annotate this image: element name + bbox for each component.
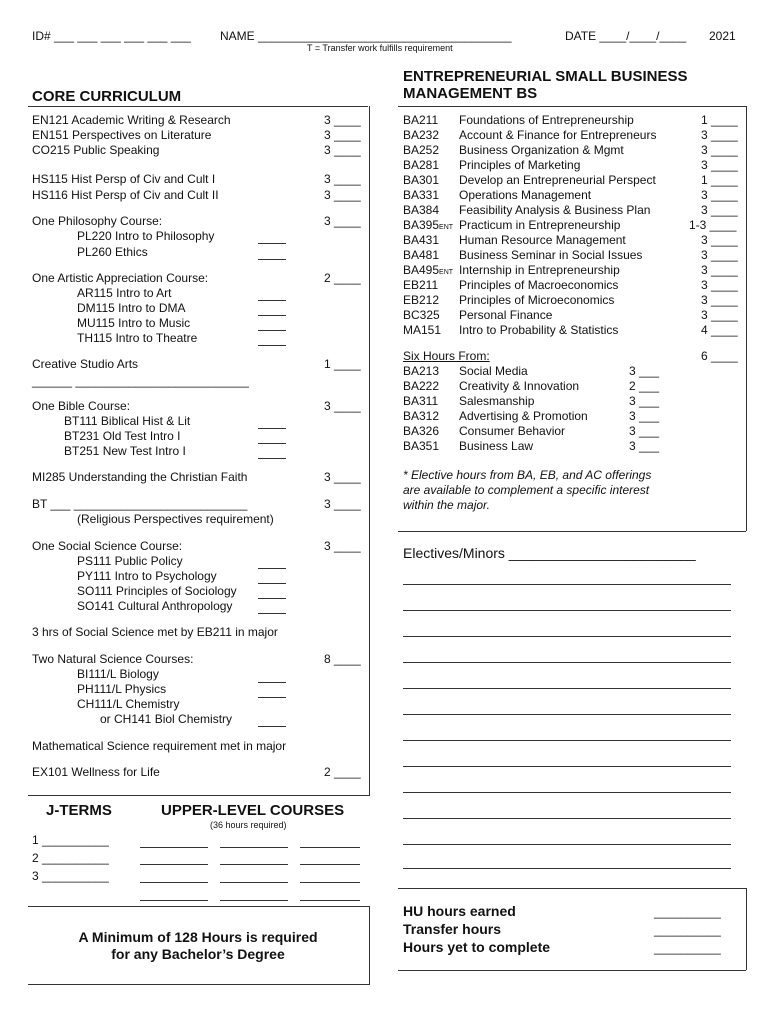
totals-bottom-rule xyxy=(398,970,746,971)
major-code-text: BA395 xyxy=(403,218,440,232)
major-hours[interactable]: 3 ____ xyxy=(701,278,738,292)
option-ph111: PH111/L Physics xyxy=(77,682,167,696)
check-bt231[interactable] xyxy=(258,443,286,444)
creative-label: Creative Studio Arts xyxy=(32,357,139,371)
major-hours[interactable]: 3 ____ xyxy=(701,293,738,307)
major-hours[interactable]: 3 ____ xyxy=(701,203,738,217)
totals-right-border xyxy=(746,888,747,970)
upper-blank-4-2[interactable] xyxy=(220,900,288,901)
major-code: BA301 xyxy=(403,173,440,187)
major-title-rule xyxy=(398,106,746,107)
major-name: Develop an Entrepreneurial Perspect xyxy=(459,173,656,187)
hours-hs116[interactable]: 3 ____ xyxy=(324,188,361,202)
electives-line-11[interactable] xyxy=(403,844,731,845)
elective-code: BA311 xyxy=(403,394,439,408)
course-hs115: HS115 Hist Persp of Civ and Cult I xyxy=(32,172,216,186)
major-code: EB212 xyxy=(403,293,440,307)
check-pl260[interactable] xyxy=(258,259,286,260)
major-name: Principles of Microeconomics xyxy=(459,293,615,307)
bible-heading: One Bible Course: xyxy=(32,399,131,413)
major-hours[interactable]: 3 ____ xyxy=(701,308,738,322)
major-code: BA211 xyxy=(403,113,439,127)
major-hours[interactable]: 3 ____ xyxy=(701,233,738,247)
major-hours[interactable]: 4 ____ xyxy=(701,323,738,337)
elective-code: BA351 xyxy=(403,439,440,453)
option-bt251: BT251 New Test Intro I xyxy=(64,444,186,458)
elective-hours[interactable]: 3 ___ xyxy=(629,364,660,378)
option-bt111: BT111 Biblical Hist & Lit xyxy=(64,414,191,428)
upper-blank-2-1[interactable] xyxy=(140,864,208,865)
option-bt231: BT231 Old Test Intro I xyxy=(64,429,181,443)
elective-code: BA213 xyxy=(403,364,440,378)
hours-en121[interactable]: 3 ____ xyxy=(324,113,361,127)
check-ar115[interactable] xyxy=(258,300,286,301)
course-co215: CO215 Public Speaking xyxy=(32,143,160,157)
electives-label[interactable]: Electives/Minors ________________________ xyxy=(403,545,696,561)
name-field[interactable]: NAME ______________________________________ xyxy=(220,29,512,43)
year: 2021 xyxy=(709,29,736,43)
upper-blank-4-1[interactable] xyxy=(140,900,208,901)
major-name: Foundations of Entrepreneurship xyxy=(459,113,634,127)
elective-note-1: * Elective hours from BA, EB, and AC offerings xyxy=(403,468,652,482)
check-dm115[interactable] xyxy=(258,315,286,316)
major-name: Practicum in Entrepreneurship xyxy=(459,218,621,232)
electives-line-2[interactable] xyxy=(403,610,731,611)
elective-name: Advertising & Promotion xyxy=(459,409,588,423)
major-hours[interactable]: 1-3 ____ xyxy=(689,218,737,232)
option-ar115: AR115 Intro to Art xyxy=(77,286,172,300)
social-note: 3 hrs of Social Science met by EB211 in major xyxy=(32,625,278,639)
social-hours[interactable]: 3 ____ xyxy=(324,539,361,553)
six-hours-heading: Six Hours From: xyxy=(403,349,490,363)
major-name: Principles of Marketing xyxy=(459,158,581,172)
hours-co215[interactable]: 3 ____ xyxy=(324,143,361,157)
major-code: BA281 xyxy=(403,158,440,172)
minimum-bottom-rule xyxy=(28,984,370,985)
elective-code: BA222 xyxy=(403,379,440,393)
natural-hours[interactable]: 8 ____ xyxy=(324,652,361,666)
upper-blank-2-2[interactable] xyxy=(220,864,288,865)
check-ps111[interactable] xyxy=(258,568,286,569)
major-hours[interactable]: 3 ____ xyxy=(701,263,738,277)
course-en121: EN121 Academic Writing & Research xyxy=(32,113,231,127)
elective-name: Business Law xyxy=(459,439,534,453)
electives-line-4[interactable] xyxy=(403,662,731,663)
elective-hours[interactable]: 3 ___ xyxy=(629,409,660,423)
transfer-hours-label: Transfer hours xyxy=(403,921,502,937)
major-code: BA232 xyxy=(403,128,440,142)
core-bottom-rule xyxy=(28,795,370,796)
major-right-border xyxy=(746,106,747,531)
elective-code: BA326 xyxy=(403,424,440,438)
major-name: Internship in Entrepreneurship xyxy=(459,263,620,277)
major-code: BA431 xyxy=(403,233,440,247)
major-name: Human Resource Management xyxy=(459,233,626,247)
major-hours[interactable]: 3 ____ xyxy=(701,128,738,142)
major-name: Feasibility Analysis & Business Plan xyxy=(459,203,651,217)
major-code: BA481 xyxy=(403,248,440,262)
transfer-note: T = Transfer work fulfills requirement xyxy=(307,43,453,53)
core-title: CORE CURRICULUM xyxy=(32,88,182,105)
bible-hours[interactable]: 3 ____ xyxy=(324,399,361,413)
upper-blank-3-2[interactable] xyxy=(220,882,288,883)
course-en151: EN151 Perspectives on Literature xyxy=(32,128,212,142)
major-code: BA384 xyxy=(403,203,440,217)
check-mu115[interactable] xyxy=(258,330,286,331)
hours-yet-field[interactable]: __________ xyxy=(654,941,721,955)
check-pl220[interactable] xyxy=(258,243,286,244)
major-name: Account & Finance for Entrepreneurs xyxy=(459,128,657,142)
check-ch141[interactable] xyxy=(258,726,286,727)
upper-blank-3-3[interactable] xyxy=(300,882,360,883)
major-name: Principles of Macroeconomics xyxy=(459,278,619,292)
major-title-2: MANAGEMENT BS xyxy=(403,85,538,102)
hours-hs115[interactable]: 3 ____ xyxy=(324,172,361,186)
electives-line-12[interactable] xyxy=(403,868,731,869)
upper-blank-3-1[interactable] xyxy=(140,882,208,883)
electives-line-8[interactable] xyxy=(403,766,731,767)
check-bi111[interactable] xyxy=(258,682,286,683)
natural-heading: Two Natural Science Courses: xyxy=(32,652,194,666)
hours-yet-label: Hours yet to complete xyxy=(403,939,551,955)
major-code-text: BA495 xyxy=(403,263,440,277)
jterm-2[interactable]: 2 __________ xyxy=(32,851,109,865)
jterms-title: J-TERMS xyxy=(46,802,112,819)
upper-bottom-rule xyxy=(28,906,370,907)
hours-bt-elective[interactable]: 3 ____ xyxy=(324,497,361,511)
major-code: BA252 xyxy=(403,143,440,157)
upper-blank-1-1[interactable] xyxy=(140,847,208,848)
check-bt251[interactable] xyxy=(258,458,286,459)
electives-line-10[interactable] xyxy=(403,818,731,819)
minimum-right-border xyxy=(369,906,370,984)
core-right-border xyxy=(369,106,370,796)
check-ph111[interactable] xyxy=(258,697,286,698)
hours-ex101[interactable]: 2 ____ xyxy=(324,765,361,779)
bt-elective-field[interactable]: BT ___ __________________________ xyxy=(32,497,248,511)
option-ps111: PS111 Public Policy xyxy=(77,554,183,568)
elective-name: Salesmanship xyxy=(459,394,535,408)
elective-name: Consumer Behavior xyxy=(459,424,566,438)
hu-hours-field[interactable]: __________ xyxy=(654,905,721,919)
electives-line-6[interactable] xyxy=(403,714,731,715)
option-pl220: PL220 Intro to Philosophy xyxy=(77,229,215,243)
elective-code: BA312 xyxy=(403,409,440,423)
check-so111[interactable] xyxy=(258,598,286,599)
core-title-rule xyxy=(28,106,368,107)
major-code: BC325 xyxy=(403,308,440,322)
artistic-hours[interactable]: 2 ____ xyxy=(324,271,361,285)
philosophy-hours[interactable]: 3 ____ xyxy=(324,214,361,228)
major-name: Operations Management xyxy=(459,188,592,202)
upper-blank-1-2[interactable] xyxy=(220,847,288,848)
upper-blank-4-3[interactable] xyxy=(300,900,360,901)
elective-note-2: are available to complement a specific interest xyxy=(403,483,650,497)
electives-line-1[interactable] xyxy=(403,584,731,585)
minimum-line-1: A Minimum of 128 Hours is required xyxy=(78,929,318,945)
social-heading: One Social Science Course: xyxy=(32,539,183,553)
check-th115[interactable] xyxy=(258,345,286,346)
electives-line-9[interactable] xyxy=(403,792,731,793)
major-hours[interactable]: 3 ____ xyxy=(701,143,738,157)
elective-hours[interactable]: 2 ___ xyxy=(629,379,660,393)
major-code: EB211 xyxy=(403,278,439,292)
major-code: BA331 xyxy=(403,188,440,202)
major-hours[interactable]: 1 ____ xyxy=(701,173,738,187)
course-hs116: HS116 Hist Persp of Civ and Cult II xyxy=(32,188,219,202)
bt-note: (Religious Perspectives requirement) xyxy=(77,512,274,526)
option-ch141: or CH141 Biol Chemistry xyxy=(100,712,233,726)
major-bottom-rule xyxy=(398,531,746,532)
check-bt111[interactable] xyxy=(258,428,286,429)
elective-hours[interactable]: 3 ___ xyxy=(629,394,660,408)
option-bi111: BI111/L Biology xyxy=(77,667,159,681)
major-hours[interactable]: 3 ____ xyxy=(701,158,738,172)
ent-suffix: ENT xyxy=(439,269,454,276)
elective-name: Social Media xyxy=(459,364,528,378)
major-hours[interactable]: 1 ____ xyxy=(701,113,738,127)
minimum-line-2: for any Bachelor’s Degree xyxy=(111,946,285,962)
hours-en151[interactable]: 3 ____ xyxy=(324,128,361,142)
ent-suffix: ENT xyxy=(439,224,454,231)
hu-hours-label: HU hours earned xyxy=(403,903,516,919)
artistic-heading: One Artistic Appreciation Course: xyxy=(32,271,209,285)
major-hours[interactable]: 3 ____ xyxy=(701,248,738,262)
option-dm115: DM115 Intro to DMA xyxy=(77,301,186,315)
upper-blank-2-3[interactable] xyxy=(300,864,360,865)
date-field[interactable]: DATE ____/____/____ xyxy=(565,29,687,43)
option-th115: TH115 Intro to Theatre xyxy=(77,331,198,345)
creative-blank[interactable]: ______ __________________________ xyxy=(32,374,249,388)
option-mu115: MU115 Intro to Music xyxy=(77,316,191,330)
upper-blank-1-3[interactable] xyxy=(300,847,360,848)
hours-mi285[interactable]: 3 ____ xyxy=(324,470,361,484)
electives-line-7[interactable] xyxy=(403,740,731,741)
electives-line-3[interactable] xyxy=(403,636,731,637)
option-so111: SO111 Principles of Sociology xyxy=(77,584,237,598)
elective-note-3: within the major. xyxy=(403,498,490,512)
major-name: Business Seminar in Social Issues xyxy=(459,248,643,262)
upper-title: UPPER-LEVEL COURSES xyxy=(161,802,345,819)
electives-line-5[interactable] xyxy=(403,688,731,689)
option-pl260: PL260 Ethics xyxy=(77,245,148,259)
id-field[interactable]: ID# ___ ___ ___ ___ ___ ___ xyxy=(32,29,191,43)
check-py111[interactable] xyxy=(258,583,286,584)
creative-hours[interactable]: 1 ____ xyxy=(324,357,361,371)
option-py111: PY111 Intro to Psychology xyxy=(77,569,217,583)
jterm-1[interactable]: 1 __________ xyxy=(32,833,109,847)
option-so141: SO141 Cultural Anthropology xyxy=(77,599,233,613)
major-name: Business Organization & Mgmt xyxy=(459,143,624,157)
math-note: Mathematical Science requirement met in major xyxy=(32,739,287,753)
jterm-3[interactable]: 3 __________ xyxy=(32,869,109,883)
option-ch111: CH111/L Chemistry xyxy=(77,697,180,711)
major-hours[interactable]: 3 ____ xyxy=(701,188,738,202)
philosophy-heading: One Philosophy Course: xyxy=(32,214,163,228)
major-title-1: ENTREPRENEURIAL SMALL BUSINESS xyxy=(403,68,688,85)
upper-subtitle: (36 hours required) xyxy=(210,820,287,830)
major-name: Intro to Probability & Statistics xyxy=(459,323,619,337)
totals-top-rule xyxy=(398,888,746,889)
elective-hours[interactable]: 3 ___ xyxy=(629,424,660,438)
major-code: MA151 xyxy=(403,323,442,337)
check-so141[interactable] xyxy=(258,613,286,614)
elective-name: Creativity & Innovation xyxy=(459,379,580,393)
transfer-hours-field[interactable]: __________ xyxy=(654,923,721,937)
six-hours-total[interactable]: 6 ____ xyxy=(701,349,738,363)
major-name: Personal Finance xyxy=(459,308,553,322)
elective-hours[interactable]: 3 ___ xyxy=(629,439,660,453)
course-ex101: EX101 Wellness for Life xyxy=(32,765,160,779)
course-mi285: MI285 Understanding the Christian Faith xyxy=(32,470,248,484)
